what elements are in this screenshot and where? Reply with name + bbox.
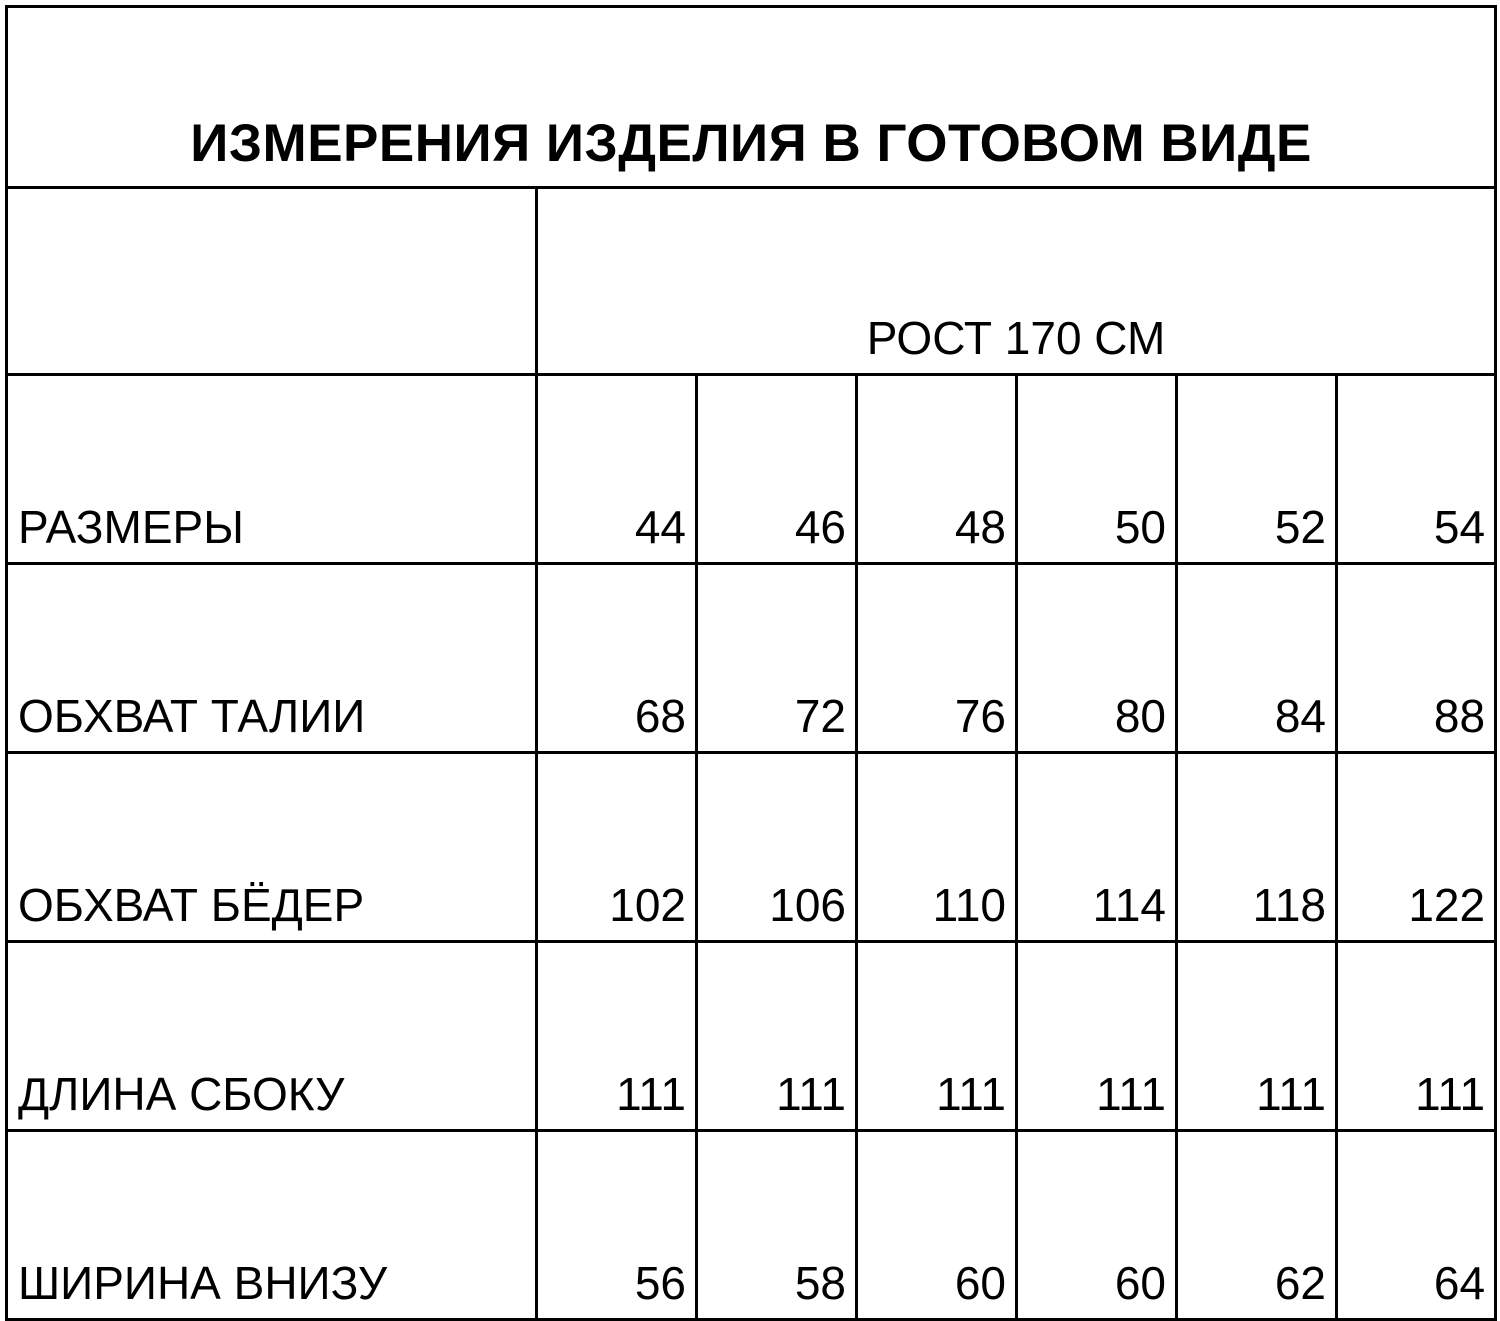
height-row <box>7 188 1496 375</box>
table-row <box>7 942 1496 1131</box>
table-row <box>7 564 1496 753</box>
value-cell: 68 <box>537 564 697 753</box>
value-cell: 72 <box>697 564 857 753</box>
value-cell: 111 <box>697 942 857 1131</box>
size-cell: 50 <box>1017 375 1177 564</box>
value-cell: 114 <box>1017 753 1177 942</box>
value-cell: 62 <box>1177 1131 1337 1320</box>
header-blank-cell <box>7 188 537 375</box>
row-label: ШИРИНА ВНИЗУ <box>7 1131 537 1320</box>
value-cell: 64 <box>1337 1131 1496 1320</box>
value-cell: 88 <box>1337 564 1496 753</box>
size-cell: 52 <box>1177 375 1337 564</box>
row-label: ОБХВАТ БЁДЕР <box>7 753 537 942</box>
sizes-row <box>7 375 1496 564</box>
value-cell: 111 <box>537 942 697 1131</box>
value-cell: 122 <box>1337 753 1496 942</box>
value-cell: 111 <box>1337 942 1496 1131</box>
measurements-table <box>5 5 1497 1321</box>
value-cell: 60 <box>1017 1131 1177 1320</box>
value-cell: 102 <box>537 753 697 942</box>
sizes-label: РАЗМЕРЫ <box>7 375 537 564</box>
value-cell: 110 <box>857 753 1017 942</box>
value-cell: 111 <box>1177 942 1337 1131</box>
value-cell: 80 <box>1017 564 1177 753</box>
size-cell: 54 <box>1337 375 1496 564</box>
value-cell: 58 <box>697 1131 857 1320</box>
row-label: ДЛИНА СБОКУ <box>7 942 537 1131</box>
size-cell: 44 <box>537 375 697 564</box>
height-header: РОСТ 170 СМ <box>537 188 1496 375</box>
value-cell: 106 <box>697 753 857 942</box>
row-label: ОБХВАТ ТАЛИИ <box>7 564 537 753</box>
value-cell: 56 <box>537 1131 697 1320</box>
size-cell: 46 <box>697 375 857 564</box>
title-row <box>7 7 1496 188</box>
table-row <box>7 1131 1496 1320</box>
value-cell: 111 <box>1017 942 1177 1131</box>
table-title: ИЗМЕРЕНИЯ ИЗДЕЛИЯ В ГОТОВОМ ВИДЕ <box>7 7 1496 188</box>
value-cell: 76 <box>857 564 1017 753</box>
value-cell: 60 <box>857 1131 1017 1320</box>
value-cell: 111 <box>857 942 1017 1131</box>
table-row <box>7 753 1496 942</box>
size-cell: 48 <box>857 375 1017 564</box>
value-cell: 118 <box>1177 753 1337 942</box>
value-cell: 84 <box>1177 564 1337 753</box>
